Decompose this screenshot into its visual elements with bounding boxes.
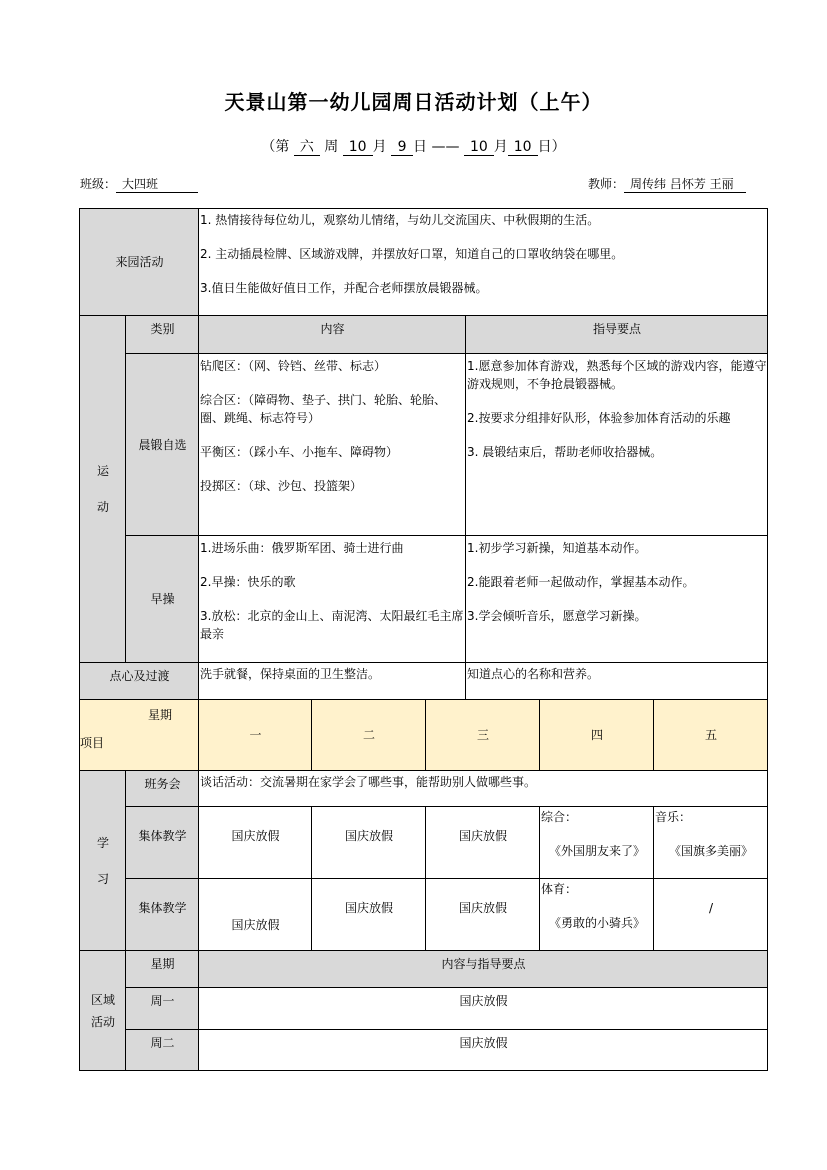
week-number: 六 (294, 139, 320, 156)
lesson-title: 《国旗多美丽》 (669, 844, 754, 858)
teacher-label: 教师： (588, 177, 625, 191)
weekday-mon: 一 (199, 700, 312, 771)
zone-item: 综合区：（障碍物、垫子、拱门、轮胎、轮胎、圈、跳绳、标志符号） (200, 393, 447, 425)
lesson-tue: 国庆放假 (312, 879, 426, 951)
class-value: 大四班 (116, 177, 198, 193)
area-col-content: 内容与指导要点 (199, 951, 768, 988)
morning-drill-points (466, 536, 768, 663)
activity-plan-table (79, 208, 768, 1071)
area-day: 周一 (126, 988, 199, 1030)
week-prefix: （第 (261, 139, 290, 155)
week-label: 周 (324, 139, 339, 155)
start-day-label: 日 —— (413, 139, 460, 155)
start-day: 9 (391, 139, 413, 156)
teacher-value: 周传纬 吕怀芳 王丽 (624, 177, 746, 193)
area-label-line: 区域 (90, 992, 115, 1007)
guidance-item: 3. 晨锻结束后，帮助老师收拾器械。 (467, 445, 663, 459)
area-section-label (80, 951, 126, 1071)
arrival-content (199, 209, 768, 316)
guidance-item: 3.学会倾听音乐，愿意学习新操。 (467, 609, 647, 623)
zone-item: 平衡区：（踩小车、小拖车、障碍物） (200, 445, 399, 459)
weekday-thu: 四 (540, 700, 654, 771)
class-label: 班级： (80, 177, 117, 191)
group-teaching-row (80, 879, 768, 951)
study-label-char: 学 (96, 835, 109, 850)
drill-item: 3.放松：北京的金山上、南泥湾、太阳最红毛主席最亲 (200, 609, 464, 641)
zone-item: 钻爬区：（网、铃铛、丝带、标志） (200, 359, 387, 373)
morning-exercise-label: 晨锻自选 (126, 354, 199, 536)
corner-weekday-label: 星期 (148, 708, 173, 722)
teacher-info (588, 175, 746, 193)
snack-points: 知道点心的名称和营养。 (466, 663, 768, 700)
zone-item: 投掷区：（球、沙包、投篮架） (200, 479, 363, 493)
guidance-item: 1.愿意参加体育游戏，熟悉每个区域的游戏内容，能遵守游戏规则，不争抢晨锻器械。 (467, 359, 767, 391)
weekday-header-row (80, 700, 768, 771)
weekday-wed: 三 (426, 700, 540, 771)
lesson-subject: 体育： (541, 882, 578, 896)
class-meeting-label: 班务会 (126, 771, 199, 807)
group-teaching-label: 集体教学 (126, 879, 199, 951)
lesson-title: 《勇敢的小骑兵》 (549, 916, 646, 930)
snack-content: 洗手就餐，保持桌面的卫生整洁。 (199, 663, 466, 700)
lesson-mon: 国庆放假 (199, 807, 312, 879)
area-col-day: 星期 (126, 951, 199, 988)
col-points-header: 指导要点 (466, 316, 768, 354)
corner-item-label: 项目 (80, 736, 105, 750)
class-meeting-content: 谈话活动：交流暑期在家学会了哪些事，能帮助别人做哪些事。 (199, 771, 768, 807)
area-header-row (80, 951, 768, 988)
weekday-corner (80, 700, 199, 771)
lesson-mon: 国庆放假 (199, 879, 312, 951)
page-title: 天景山第一幼儿园周日活动计划（上午） (224, 90, 603, 114)
morning-exercise-content (199, 354, 466, 536)
drill-item: 2.早操：快乐的歌 (200, 575, 296, 589)
morning-exercise-points (466, 354, 768, 536)
area-label-line: 活动 (90, 1014, 115, 1029)
class-meeting-row (80, 771, 768, 807)
exercise-label-char: 运 (96, 464, 109, 478)
area-row (80, 988, 768, 1030)
area-day: 周二 (126, 1030, 199, 1071)
start-month: 10 (343, 139, 373, 156)
morning-drill-content (199, 536, 466, 663)
exercise-header-row (80, 316, 768, 354)
snack-row (80, 663, 768, 700)
study-section-label (80, 771, 126, 951)
lesson-tue: 国庆放假 (312, 807, 426, 879)
lesson-subject: 综合： (541, 810, 578, 824)
lesson-wed: 国庆放假 (426, 807, 540, 879)
lesson-thu (540, 807, 654, 879)
drill-item: 1.进场乐曲：俄罗斯军团、骑士进行曲 (200, 541, 404, 555)
group-teaching-row (80, 807, 768, 879)
lesson-thu (540, 879, 654, 951)
arrival-row (80, 209, 768, 316)
guidance-item: 1.初步学习新操，知道基本动作。 (467, 541, 647, 555)
area-row (80, 1030, 768, 1071)
arrival-item: 3.值日生能做好值日工作，并配合老师摆放晨锻器械。 (200, 281, 488, 295)
start-month-label: 月 (372, 139, 387, 155)
col-content-header: 内容 (199, 316, 466, 354)
arrival-label: 来园活动 (80, 209, 199, 316)
area-content: 国庆放假 (199, 988, 768, 1030)
morning-drill-label: 早操 (126, 536, 199, 663)
weekday-fri: 五 (654, 700, 768, 771)
lesson-wed: 国庆放假 (426, 879, 540, 951)
lesson-title: 《外国朋友来了》 (549, 844, 646, 858)
morning-exercise-row (80, 354, 768, 536)
exercise-section-label (80, 316, 126, 663)
guidance-item: 2.能跟着老师一起做动作，掌握基本动作。 (467, 575, 695, 589)
weekday-tue: 二 (312, 700, 426, 771)
class-info (80, 175, 198, 193)
exercise-label-char: 动 (96, 500, 109, 514)
end-month: 10 (464, 139, 494, 156)
week-date-range (0, 136, 827, 156)
col-type-header: 类别 (126, 316, 199, 354)
end-day: 10 (508, 139, 538, 156)
guidance-item: 2.按要求分组排好队形，体验参加体育活动的乐趣 (467, 411, 731, 425)
morning-drill-row (80, 536, 768, 663)
snack-label: 点心及过渡 (80, 663, 199, 700)
arrival-item: 2. 主动插晨检牌、区域游戏牌，并摆放好口罩，知道自己的口罩收纳袋在哪里。 (200, 247, 624, 261)
lesson-fri: / (654, 879, 768, 951)
area-content: 国庆放假 (199, 1030, 768, 1071)
end-suffix: 日） (537, 139, 566, 155)
arrival-item: 1. 热情接待每位幼儿，观察幼儿情绪，与幼儿交流国庆、中秋假期的生活。 (200, 213, 600, 227)
lesson-subject: 音乐： (655, 810, 692, 824)
lesson-fri (654, 807, 768, 879)
group-teaching-label: 集体教学 (126, 807, 199, 879)
end-month-label: 月 (493, 139, 508, 155)
study-label-char: 习 (96, 871, 109, 886)
